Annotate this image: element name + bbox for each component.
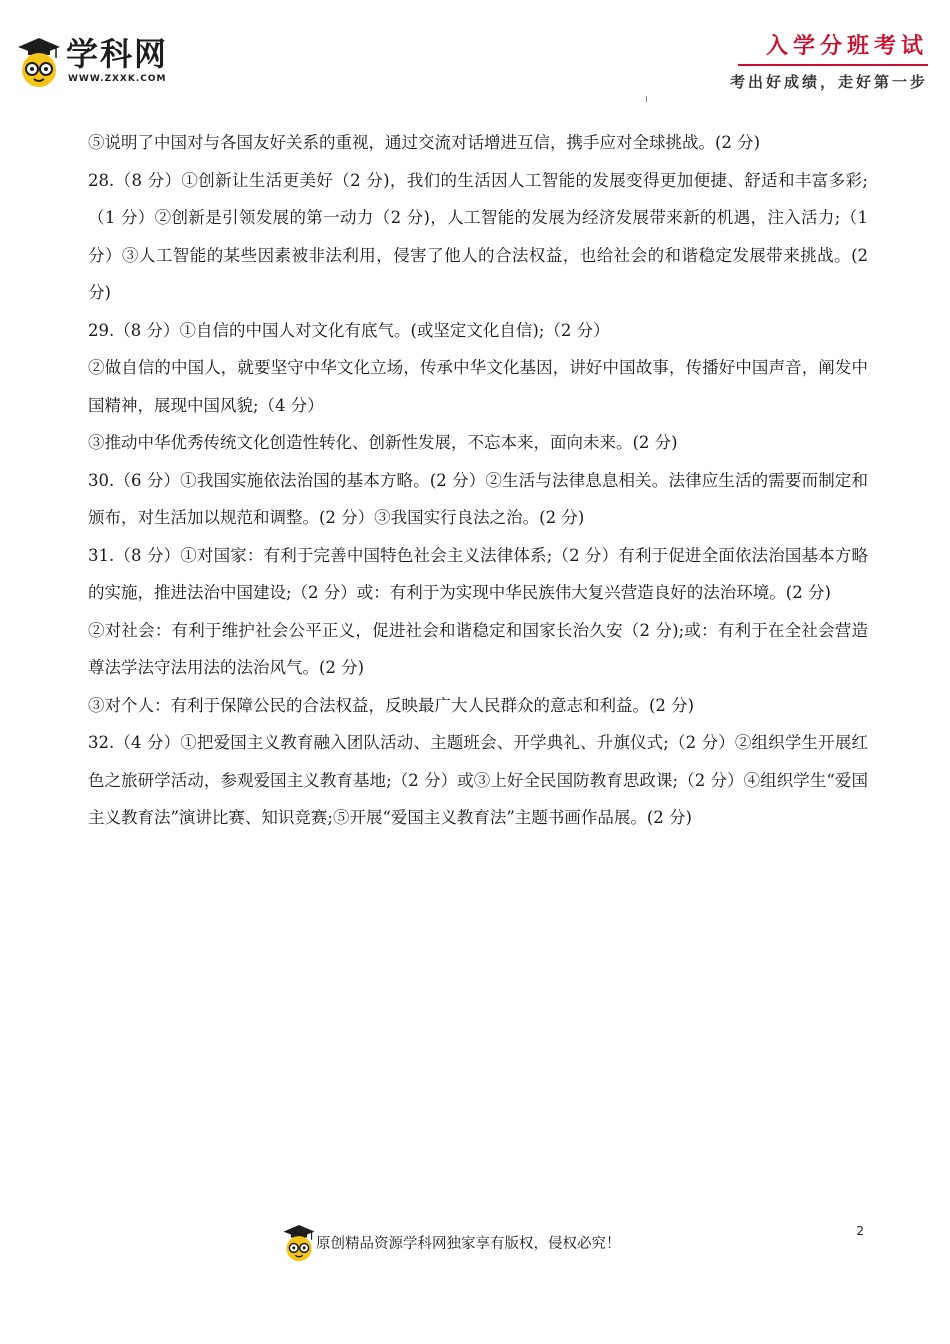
logo-url: WWW.ZXXK.COM: [68, 74, 167, 84]
footer: [282, 1222, 702, 1262]
answer-paragraph: 30.（6 分）①我国实施依法治国的基本方略。(2 分）②生活与法律息息相关。法律应生活的需要而制定和颁布，对生活加以规范和调整。(2 分）③我国实行良法之治。(2 分): [88, 470, 868, 527]
page-number: 2: [856, 1224, 864, 1238]
answer-paragraph: ③对个人：有利于保障公民的合法权益，反映最广大人民群众的意志和利益。(2 分): [88, 695, 695, 715]
answer-paragraph: 31.（8 分）①对国家：有利于完善中国特色社会主义法律体系;（2 分）有利于促进全面依法治国基本方略的实施，推进法治中国建设;（2 分）或：有利于为实现中华民族伟大复兴营造良好的法治环境。(2 分): [88, 545, 868, 602]
answer-paragraph: 28.（8 分）①创新让生活更美好（2 分)，我们的生活因人工智能的发展变得更加便捷、舒适和丰富多彩;（1 分）②创新是引领发展的第一动力（2 分)，人工智能的发展为经济发展带来新的机遇，注入活力;（1 分）③人工智能的某些因素被非法利用，侵害了他人的合法权益，也给社会的和谐稳定发展带来挑战。(2 分): [88, 170, 868, 302]
copyright-notice: 原创精品资源学科网独家享有版权，侵权必究！: [316, 1236, 621, 1252]
header-slogan: [728, 32, 928, 92]
slogan-subtitle: 考出好成绩，走好第一步: [729, 73, 928, 91]
answer-paragraph: 32.（4 分）①把爱国主义教育融入团队活动、主题班会、开学典礼、升旗仪式;（2 分）②组织学生开展红色之旅研学活动，参观爱国主义教育基地;（2 分）或③上好全民国防教育思政课;（2 分）④组织学生“爱国主义教育法”演讲比赛、知识竞赛;⑤开展“爱国主义教育法”主题书画作品展。(2 分): [88, 733, 868, 827]
mascot-icon: [16, 34, 62, 88]
logo-text: 学科网: [66, 35, 169, 73]
decorative-mark: [646, 96, 647, 102]
site-logo: [16, 34, 196, 90]
slogan-divider: [738, 64, 928, 66]
mascot-icon: [282, 1222, 316, 1262]
answer-content: [88, 124, 868, 837]
slogan-title: 入学分班考试: [765, 34, 928, 59]
answer-paragraph: ②做自信的中国人，就要坚守中华文化立场，传承中华文化基因，讲好中国故事，传播好中国声音，阐发中国精神，展现中国风貌;（4 分）: [88, 358, 868, 415]
answer-paragraph: 29.（8 分）①自信的中国人对文化有底气。(或坚定文化自信);（2 分）: [88, 320, 610, 340]
answer-paragraph: ③推动中华优秀传统文化创造性转化、创新性发展，不忘本来，面向未来。(2 分): [88, 433, 678, 452]
answer-paragraph: ②对社会：有利于维护社会公平正义，促进社会和谐稳定和国家长治久安（2 分);或：有利于在全社会营造尊法学法守法用法的法治风气。(2 分): [88, 620, 868, 677]
answer-paragraph: ⑤说明了中国对与各国友好关系的重视，通过交流对话增进互信，携手应对全球挑战。(2 分): [88, 133, 761, 152]
